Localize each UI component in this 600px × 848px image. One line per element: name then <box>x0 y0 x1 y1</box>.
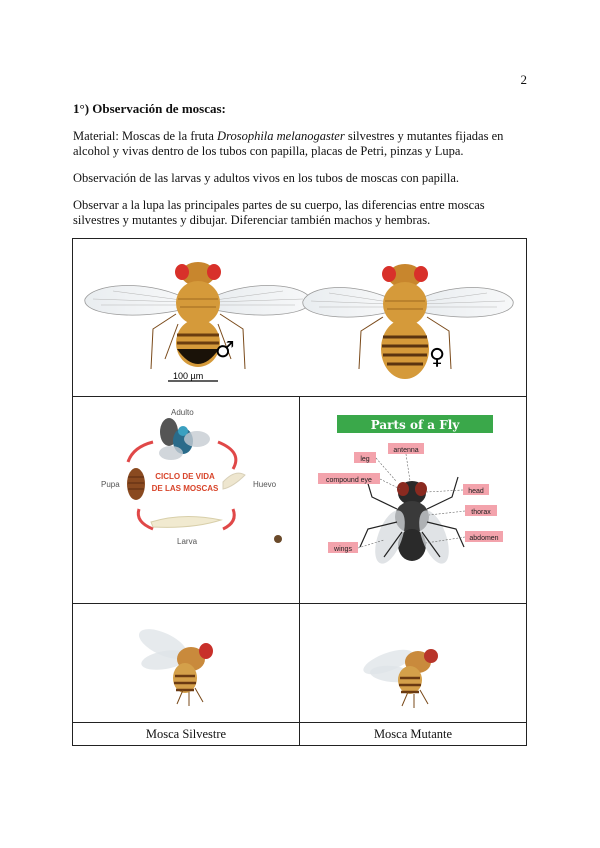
material-prefix: Material: Moscas de la fruta <box>73 129 218 143</box>
life-cycle-title-line2: DE LAS MOSCAS <box>151 484 219 493</box>
caption-silvestre: Mosca Silvestre <box>73 723 300 745</box>
figure-table <box>72 238 527 746</box>
material-paragraph <box>73 129 533 159</box>
label-larva: Larva <box>177 537 198 546</box>
parts-title: Parts of a Fly <box>370 418 460 432</box>
observation-paragraph-1: Observación de las larvas y adultos vivos en los tubos de moscas con papilla. <box>73 171 460 185</box>
female-fly-illustration <box>303 264 513 379</box>
larva-icon <box>151 516 221 527</box>
wild-type-fly-photo <box>73 604 300 723</box>
label-pupa: Pupa <box>101 480 120 489</box>
species-name: Drosophila melanogaster <box>217 129 345 143</box>
section-heading: 1°) Observación de moscas: <box>73 101 226 116</box>
scale-label: 100 µm <box>173 371 204 381</box>
material-suffix: silvestres y mutantes fijadas en alcohol y vivas dentro de los tubos con papilla, placas de Petri, pinzas y Lupa. <box>73 129 504 158</box>
cycle-arrow-2 <box>218 442 236 469</box>
page-number: 2 <box>520 72 527 87</box>
label-head: head <box>468 488 484 495</box>
male-symbol: ♂ <box>215 338 235 363</box>
cycle-arrow-3 <box>223 509 234 529</box>
caption-mutante: Mosca Mutante <box>373 727 453 741</box>
label-adulto: Adulto <box>171 408 194 417</box>
logo-icon <box>274 535 282 543</box>
cycle-arrow-1 <box>128 442 153 462</box>
observation-paragraph-2: Observar a la lupa las principales partes de su cuerpo, las diferencias entre moscas silvestres y mutantes y dibujar. Diferenciar también machos y hembras. <box>73 198 485 227</box>
label-thorax: thorax <box>471 509 491 516</box>
mutant-fly-photo <box>300 604 526 723</box>
pupa-icon <box>127 468 145 500</box>
egg-icon <box>223 473 245 489</box>
life-cycle-title-line1: CICLO DE VIDA <box>155 472 215 481</box>
label-compound-eye: compound eye <box>326 477 372 484</box>
cycle-arrow-4 <box>138 509 153 529</box>
label-abdomen: abdomen <box>469 535 499 542</box>
female-symbol: ♀ <box>429 345 446 370</box>
label-wings: wings <box>334 546 352 553</box>
label-leg: leg <box>360 456 370 463</box>
adult-fly-icon <box>159 418 210 460</box>
male-fly-illustration <box>85 262 311 369</box>
male-female-figure <box>73 239 526 397</box>
label-huevo: Huevo <box>253 480 277 489</box>
parts-of-fly-figure <box>300 397 526 604</box>
life-cycle-figure <box>73 397 300 604</box>
label-antenna: antenna <box>393 447 419 454</box>
